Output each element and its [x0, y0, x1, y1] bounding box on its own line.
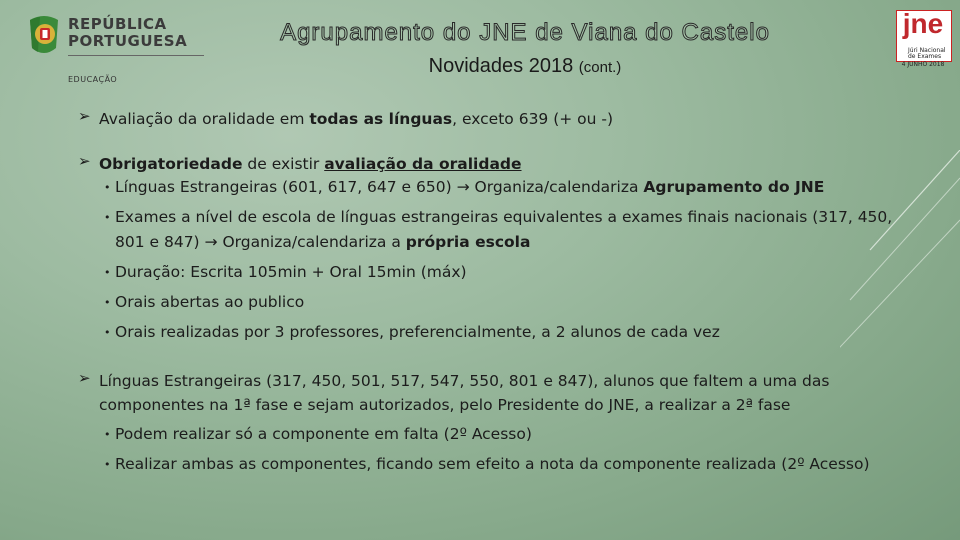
slide-title: Agrupamento do JNE de Viana do Castelo — [280, 19, 770, 46]
arrow-right-icon: → — [456, 178, 470, 196]
sub-bullet-text — [115, 452, 915, 477]
bold-text: todas as línguas — [309, 110, 453, 128]
sub-bullet-text — [115, 320, 915, 345]
subtitle-main: Novidades 2018 — [428, 55, 574, 77]
text-run: Exames a nível de escola de línguas estrangeiras equivalentes a exames finais nacionais (317, 450, 801 e 847) — [115, 208, 893, 251]
republica-portuguesa-logo — [26, 14, 188, 84]
bold-text: Agrupamento do JNE — [643, 178, 825, 196]
education-label: EDUCAÇÃO — [68, 75, 118, 84]
text-run: Orais realizadas por 3 professores, preferencialmente, a 2 alunos de cada vez — [115, 323, 720, 341]
bold-text: própria escola — [405, 233, 531, 251]
underlined-text: avaliação da oralidade — [324, 155, 522, 173]
text-run: Orais abertas ao publico — [115, 293, 305, 311]
dot-bullet-icon: • — [104, 428, 111, 441]
arrow-bullet-icon: ➢ — [78, 369, 91, 387]
arrow-right-icon: → — [204, 233, 218, 251]
coat-of-arms-icon — [26, 14, 62, 58]
dot-bullet-icon: • — [104, 211, 111, 224]
bullet-text — [99, 152, 919, 176]
sub-bullet-text — [115, 260, 915, 285]
text-run: de existir — [242, 155, 325, 173]
dot-bullet-icon: • — [104, 181, 111, 194]
bold-text: Obrigatoriedade — [99, 155, 243, 173]
dot-bullet-icon: • — [104, 458, 111, 471]
text-run: Línguas Estrangeiras (317, 450, 501, 517, 547, 550, 801 e 847), alunos que faltem a uma das componentes na 1ª fase e sejam autorizados, pelo Presidente do JNE, a realizar a 2ª fase — [99, 372, 830, 414]
text-run: Realizar ambas as componentes, ficando sem efeito a nota da componente realizada (2º Acesso) — [115, 455, 870, 473]
bold-text — [324, 155, 521, 173]
dot-bullet-icon: • — [104, 266, 111, 279]
sub-bullet-text — [115, 422, 915, 447]
jne-logo — [896, 10, 950, 70]
subtitle-note: (cont.) — [578, 59, 622, 76]
text-run: Podem realizar só a componente em falta (2º Acesso) — [115, 425, 532, 443]
jne-logo-date: 4 JUNHO 2018 — [901, 61, 945, 68]
jne-logo-caption: Júri Nacional de Exames — [908, 47, 946, 60]
text-run: Organiza/calendariza — [469, 178, 644, 196]
dot-bullet-icon: • — [104, 326, 111, 339]
text-run: Duração: Escrita 105min + Oral 15min (máx) — [115, 263, 467, 281]
text-run: Línguas Estrangeiras (601, 617, 647 e 650) — [115, 178, 457, 196]
arrow-bullet-icon: ➢ — [78, 107, 91, 125]
bullet-text — [99, 369, 919, 417]
republica-portuguesa-wordmark: REPÚBLICA PORTUGUESA — [68, 15, 188, 50]
sub-bullet-text — [115, 175, 915, 200]
text-run: Organiza/calendariza a — [217, 233, 406, 251]
dot-bullet-icon: • — [104, 296, 111, 309]
bullet-text — [99, 107, 919, 131]
slide-subtitle — [300, 55, 750, 78]
logo-divider — [68, 55, 204, 56]
sub-bullet-text — [115, 290, 915, 315]
text-run: Avaliação da oralidade em — [99, 110, 310, 128]
arrow-bullet-icon: ➢ — [78, 152, 91, 170]
text-run: , exceto 639 (+ ou -) — [452, 110, 614, 128]
sub-bullet-text — [115, 205, 915, 255]
jne-logo-letters: jne — [902, 8, 944, 39]
